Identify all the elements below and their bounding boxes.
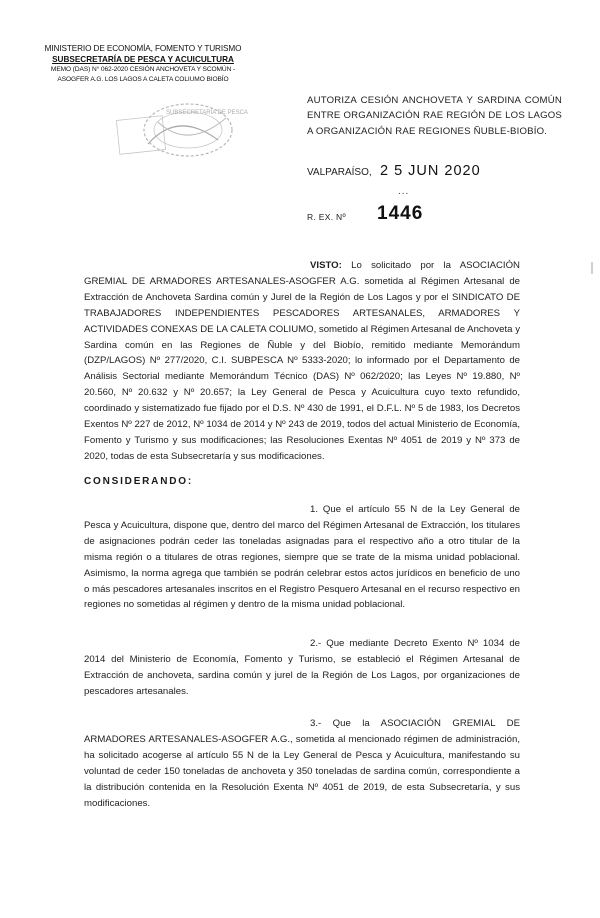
- official-seal-stamp: [118, 100, 248, 162]
- considerando-paragraph-2: 2.- Que mediante Decreto Exento Nº 1034 de 2014 del Ministerio de Economía, Fomento y Turismo, se estableció el Régimen Artesanal de Extracción de anchoveta, sardina común y jurel de la Región de Los Lagos, por organizaciones de pescadores artesanales.: [84, 638, 520, 697]
- considerando-heading: CONSIDERANDO:: [84, 476, 193, 487]
- considerando-paragraph-3: 3.- Que la ASOCIACIÓN GREMIAL DE ARMADORES ARTESANALES-ASOGFER A.G., sometida al mencionado régimen de administración, ha solicitado acogerse al artículo 55 N de la Ley General de Pesca y Acuicultura, manifestando su voluntad de ceder 150 toneladas de anchoveta y 350 toneladas de sardina común, correspondiente a la distribución contenida en la Resolución Exenta Nº 4051 de 2019, de esta Subsecretaría, y sus modificaciones.: [84, 718, 520, 809]
- visto-label: VISTO:: [310, 260, 342, 271]
- date-stamp: 2 5 JUN 2020: [380, 163, 481, 179]
- ministry-name: MINISTERIO DE ECONOMÍA, FOMENTO Y TURISMO: [44, 44, 242, 53]
- resolution-number: 1446: [377, 203, 424, 224]
- svg-text:SUBSECRETARÍA DE PESCA: SUBSECRETARÍA DE PESCA: [166, 110, 248, 116]
- subsecretaria-name: SUBSECRETARÍA DE PESCA Y ACUICULTURA: [52, 55, 234, 65]
- resolution-title: AUTORIZA CESIÓN ANCHOVETA Y SARDINA COMÚN ENTRE ORGANIZACIÓN RAE REGIÓN DE LOS LAGOS A ORGANIZACIÓN RAE REGIONES ÑUBLE-BIOBÍO.: [307, 95, 562, 137]
- memo-subject: ASOGFER A.G. LOS LAGOS A CALETA COLIUMO BIOBÍO: [57, 76, 229, 84]
- considerando-paragraph-1: 1. Que el artículo 55 N de la Ley General de Pesca y Acuicultura, dispone que, dentro del marco del Régimen Artesanal de Extracción, los titulares de asignaciones podrán ceder las toneladas asignadas para el respectivo año a otro titular de la misma región o a titulares de otras regiones, siempre que se trate de la misma unidad poblacional. Asimismo, la norma agrega que también se podrán celebrar estos actos jurídicos en beneficio de uno o más pescadores artesanales inscritos en el Registro Pesquero Artesanal en el recurso respectivo en regiones no sometidas al régimen y dentro de la misma unidad poblacional.: [84, 504, 520, 611]
- resolution-label: R. EX. Nº: [307, 212, 346, 222]
- letterhead: [28, 43, 258, 85]
- visto-paragraph: [84, 258, 520, 465]
- margin-mark: [591, 262, 593, 274]
- visto-text: Lo solicitado por la ASOCIACIÓN GREMIAL DE ARMADORES ARTESANALES-ASOGFER A.G. sometida al Régimen Artesanal de Extracción de Anchoveta Sardina común y Jurel de la Región de Los Lagos y por el SINDICATO DE TRABAJADORES INDEPENDIENTES PESCADORES ARTESANALES, ARMADORES Y ACTIVIDADES CONEXAS DE LA CALETA COLIUMO, sometido al Régimen Artesanal de Anchoveta y Sardina común en las Regiones de Ñuble y del Biobío, remitido mediante Memorándum (DZP/LAGOS) Nº 277/2020, C.I. SUBPESCA Nº 5333-2020; lo informado por el Departamento de Análisis Sectorial mediante Memorándum Técnico (DAS) Nº 062/2020; las Leyes Nº 19.880, Nº 20.560, Nº 20.632 y Nº 20.657; la Ley General de Pesca y Acuicultura cuyo texto refundido, coordinado y sistematizado fue fijado por el D.S. Nº 430 de 1991, el D.F.L. Nº 5 de 1983, los Decretos Exentos Nº 227 de 2012, Nº 1034 de 2014 y Nº 243 de 2019, todos del actual Ministerio de Economía, Fomento y Turismo y sus modificaciones; las Resoluciones Exentas Nº 4051 de 2019 y Nº 373 de 2020, todas de esta Subsecretaría y sus modificaciones.: [84, 260, 520, 462]
- date-dots: ...: [398, 186, 410, 197]
- memo-reference: MEMO (DAS) N° 062-2020 CESIÓN ANCHOVETA Y SCOMÚN -: [50, 66, 236, 74]
- place-label: VALPARAÍSO,: [307, 167, 372, 178]
